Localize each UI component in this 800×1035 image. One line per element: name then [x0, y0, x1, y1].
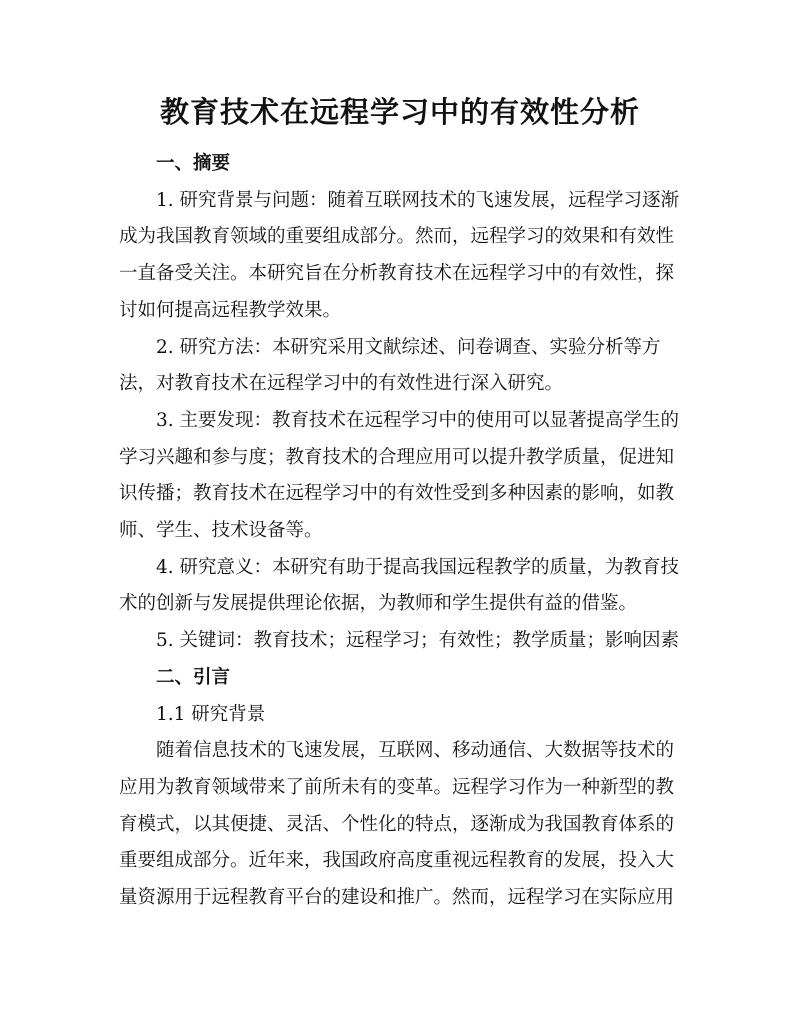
- abstract-paragraph-methods: 2. 研究方法：本研究采用文献综述、问卷调查、实验分析等方法，对教育技术在远程学习中的有效性进行深入研究。: [119, 336, 661, 395]
- abstract-paragraph-significance: 4. 研究意义：本研究有助于提高我国远程教学的质量，为教育技术的创新与发展提供理论依据，为教师和学生提供有益的借鉴。: [119, 556, 680, 615]
- document-title: 教育技术在远程学习中的有效性分析: [159, 95, 640, 129]
- document-body: [119, 146, 689, 917]
- abstract-paragraph-background: 1. 研究背景与问题：随着互联网技术的飞速发展，远程学习逐渐成为我国教育领域的重要组成部分。然而，远程学习的效果和有效性一直备受关注。本研究旨在分析教育技术在远程学习中的有效性，探讨如何提高远程教学效果。: [119, 189, 680, 321]
- abstract-paragraph-keywords: 5. 关键词：教育技术；远程学习；有效性；教学质量；影响因素: [156, 630, 680, 652]
- section-heading-introduction: 二、引言: [156, 666, 231, 688]
- abstract-paragraph-findings: 3. 主要发现：教育技术在远程学习中的使用可以显著提高学生的学习兴趣和参与度；教育技术的合理应用可以提升教学质量，促进知识传播；教育技术在远程学习中的有效性受到多种因素的影响，如教师、学生、技术设备等。: [119, 409, 680, 542]
- subsection-heading-background: 1.1 研究背景: [156, 703, 266, 725]
- introduction-paragraph: 随着信息技术的飞速发展，互联网、移动通信、大数据等技术的应用为教育领域带来了前所未有的变革。远程学习作为一种新型的教育模式，以其便捷、灵活、个性化的特点，逐渐成为我国教育体系的重要组成部分。近年来，我国政府高度重视远程教育的发展，投入大量资源用于远程教育平台的建设和推广。然而，远程学习在实际应用: [119, 740, 675, 909]
- section-heading-abstract: 一、摘要: [156, 153, 231, 174]
